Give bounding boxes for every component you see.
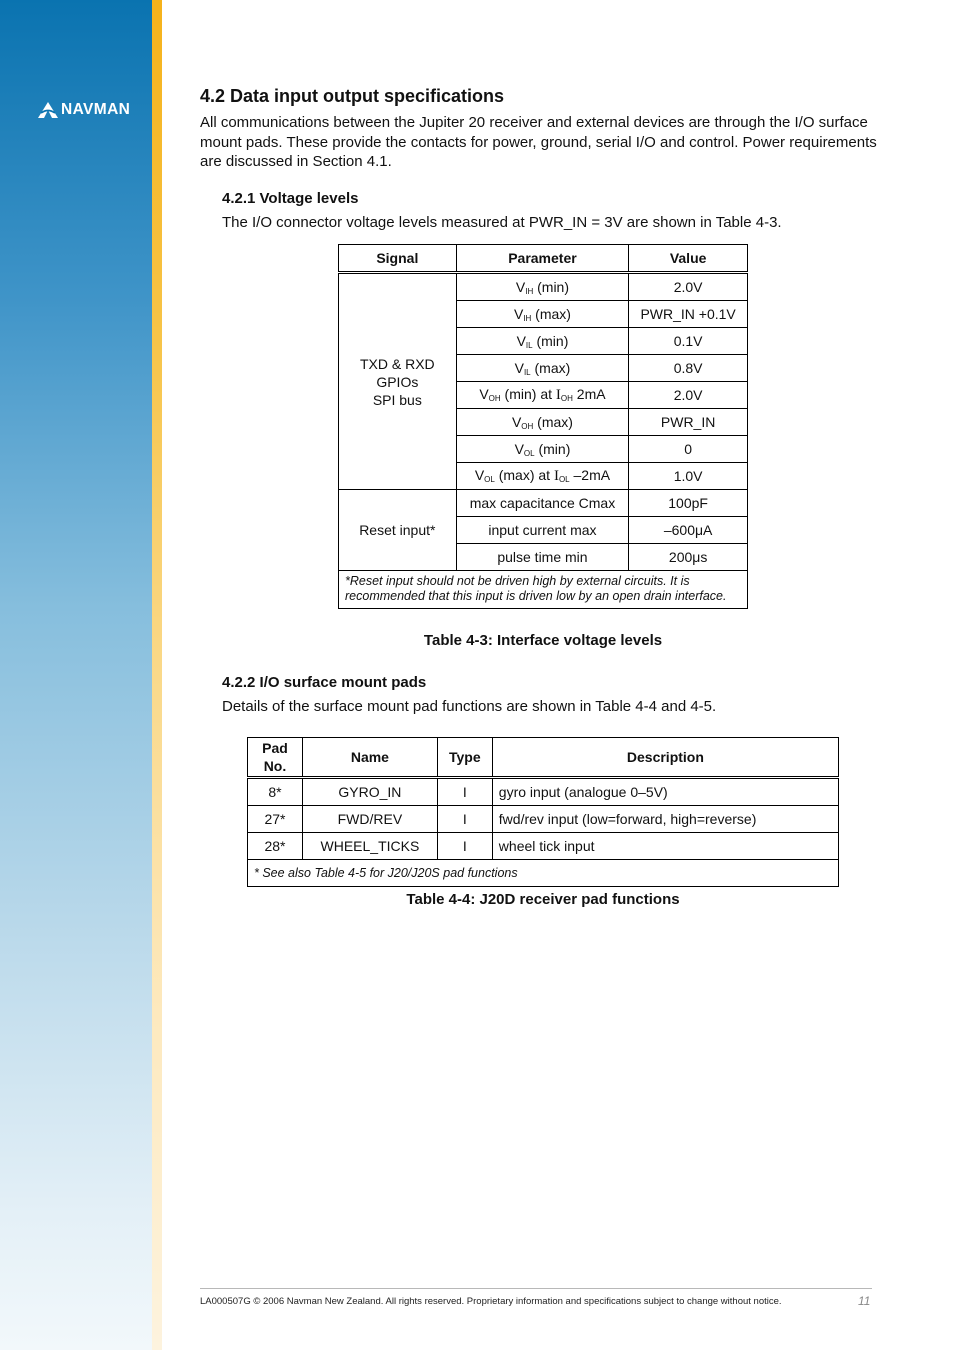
pad-cell: 27* bbox=[248, 806, 303, 833]
footer-divider bbox=[200, 1288, 872, 1289]
type-cell: I bbox=[437, 778, 492, 806]
value-cell: 0.1V bbox=[629, 328, 748, 355]
type-cell: I bbox=[437, 806, 492, 833]
table-4-3-caption: Table 4-3: Interface voltage levels bbox=[423, 632, 663, 649]
description-cell: fwd/rev input (low=forward, high=reverse) bbox=[492, 806, 838, 833]
value-cell: 200μs bbox=[629, 544, 748, 571]
parameter-cell: input current max bbox=[456, 517, 629, 544]
name-cell: WHEEL_TICKS bbox=[302, 833, 437, 860]
parameter-cell: $V_{OL}$ (max) at $I_{OL}$ –2mA bbox=[456, 463, 629, 490]
parameter-cell: $V_{OH}$ (min) at $I_{OH}$ 2mA bbox=[456, 382, 629, 409]
signal-label: TXD & RXD bbox=[359, 355, 435, 372]
interface-voltage-table bbox=[338, 244, 748, 609]
header-pad: Pad No. bbox=[248, 738, 303, 778]
value-cell: 2.0V bbox=[629, 273, 748, 301]
table-footnote: * See also Table 4-5 for J20/J20S pad functions bbox=[248, 860, 839, 887]
signal-label: SPI bus bbox=[372, 391, 422, 408]
parameter-cell: $V_{OL}$ (min) bbox=[456, 436, 629, 463]
sidebar-accent-stripe bbox=[152, 0, 162, 1350]
description-cell: gyro input (analogue 0–5V) bbox=[492, 778, 838, 806]
parameter-cell: $V_{IL}$ (min) bbox=[456, 328, 629, 355]
value-cell: 2.0V bbox=[629, 382, 748, 409]
section-heading: 4.2 Data input output specifications bbox=[200, 86, 505, 106]
parameter-cell: $V_{IH}$ (max) bbox=[456, 301, 629, 328]
header-parameter: Parameter bbox=[456, 245, 629, 273]
intro-paragraph: All communications between the Jupiter 20 receiver and external devices are through the I/O surface mount pads. These provide the contacts for power, ground, serial I/O and control. Power requirements are discussed in Section 4.1. bbox=[200, 114, 877, 170]
table-header-row bbox=[248, 738, 839, 778]
parameter-cell: $V_{IL}$ (max) bbox=[456, 355, 629, 382]
value-cell: 100pF bbox=[629, 490, 748, 517]
table-row bbox=[248, 833, 839, 860]
sidebar-band bbox=[0, 0, 152, 1350]
value-cell: PWR_IN bbox=[629, 409, 748, 436]
table-4-4-caption: Table 4-4: J20D receiver pad functions bbox=[406, 891, 680, 908]
table-note-row bbox=[248, 860, 839, 887]
value-cell: 0.8V bbox=[629, 355, 748, 382]
signal-group-reset: Reset input* bbox=[339, 490, 457, 571]
page-number: 11 bbox=[858, 1294, 871, 1308]
header-signal: Signal bbox=[339, 245, 457, 273]
parameter-cell: $V_{OH}$ (max) bbox=[456, 409, 629, 436]
pad-functions-table bbox=[247, 737, 839, 887]
logo-text: NAVMAN bbox=[61, 101, 131, 118]
name-cell: FWD/REV bbox=[302, 806, 437, 833]
voltage-levels-heading: 4.2.1 Voltage levels bbox=[222, 190, 359, 207]
value-cell: 0 bbox=[629, 436, 748, 463]
pad-cell: 8* bbox=[248, 778, 303, 806]
type-cell: I bbox=[437, 833, 492, 860]
voltage-levels-text: The I/O connector voltage levels measured at PWR_IN = 3V are shown in Table 4-3. bbox=[222, 214, 782, 231]
signal-group-io bbox=[339, 273, 457, 490]
table-row bbox=[248, 778, 839, 806]
header-description: Description bbox=[492, 738, 838, 778]
header-type: Type bbox=[437, 738, 492, 778]
table-row bbox=[339, 490, 748, 517]
value-cell: –600μA bbox=[629, 517, 748, 544]
table-row bbox=[248, 806, 839, 833]
table-header-row bbox=[339, 245, 748, 273]
header-name: Name bbox=[302, 738, 437, 778]
signal-label: GPIOs bbox=[376, 373, 419, 390]
pad-cell: 28* bbox=[248, 833, 303, 860]
parameter-cell: max capacitance Cmax bbox=[456, 490, 629, 517]
table-footnote: *Reset input should not be driven high by external circuits. It is recommended that this input is driven low by an open drain interface. bbox=[339, 571, 748, 609]
table-row bbox=[339, 273, 748, 301]
footer-copyright: LA000507G © 2006 Navman New Zealand. All rights reserved. Proprietary information and specifications subject to change without notice. bbox=[200, 1296, 782, 1307]
description-cell: wheel tick input bbox=[492, 833, 838, 860]
name-cell: GYRO_IN bbox=[302, 778, 437, 806]
pads-text: Details of the surface mount pad functions are shown in Table 4-4 and 4-5. bbox=[222, 698, 717, 715]
value-cell: 1.0V bbox=[629, 463, 748, 490]
pads-heading: 4.2.2 I/O surface mount pads bbox=[222, 674, 427, 691]
navman-logo-icon bbox=[38, 102, 58, 118]
navman-logo bbox=[38, 101, 130, 119]
parameter-cell: $V_{IH}$ (min) bbox=[456, 273, 629, 301]
parameter-cell: pulse time min bbox=[456, 544, 629, 571]
value-cell: PWR_IN +0.1V bbox=[629, 301, 748, 328]
table-note-row bbox=[339, 571, 748, 609]
header-value: Value bbox=[629, 245, 748, 273]
